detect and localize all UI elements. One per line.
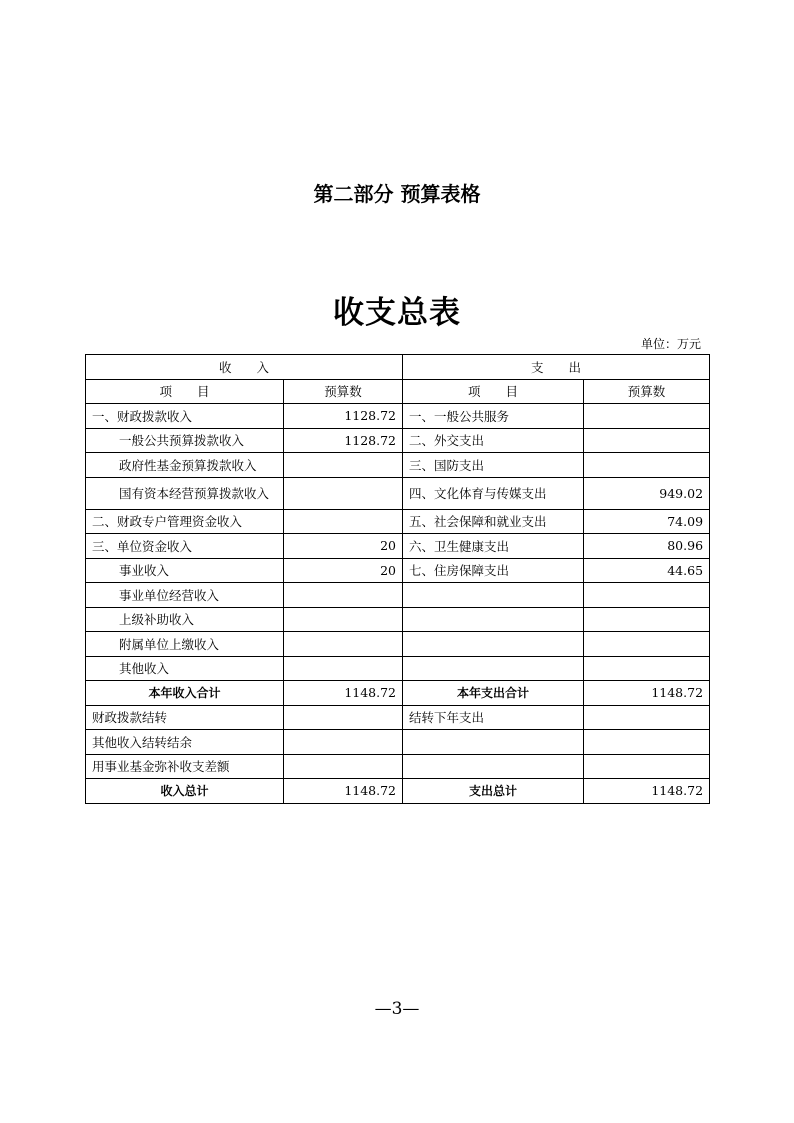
income-item: 三、单位资金收入 [86,534,284,559]
table-row [86,705,710,730]
income-total-value: 1148.72 [284,779,403,804]
income-group-header: 收 入 [86,355,403,380]
expense-total-value: 1148.72 [584,779,710,804]
total-row [86,779,710,804]
table-row [86,404,710,429]
income-value [284,477,403,509]
expense-value [584,583,710,608]
expense-item [403,754,584,779]
expense-item [403,730,584,755]
table-title: 收支总表 [333,295,461,331]
expense-value [584,404,710,429]
income-item: 其他收入 [86,656,284,681]
income-value [284,754,403,779]
expense-item [403,656,584,681]
income-item: 国有资本经营预算拨款收入 [86,477,284,509]
income-value: 20 [284,558,403,583]
table-row [86,453,710,478]
expense-total-label: 支出总计 [403,779,584,804]
expense-value: 949.02 [584,477,710,509]
table-row [86,730,710,755]
income-value [284,607,403,632]
income-item: 上级补助收入 [86,607,284,632]
income-item: 附属单位上缴收入 [86,632,284,657]
table-row [86,656,710,681]
expense-value: 44.65 [584,558,710,583]
table-row [86,509,710,534]
expense-value: 80.96 [584,534,710,559]
subtotal-row [86,681,710,706]
expense-item: 三、国防支出 [403,453,584,478]
income-value: 20 [284,534,403,559]
page-number: —3— [374,999,420,1019]
expense-value [584,632,710,657]
income-value [284,730,403,755]
expense-subtotal-label: 本年支出合计 [403,681,584,706]
income-item: 政府性基金预算拨款收入 [86,453,284,478]
income-item: 一、财政拨款收入 [86,404,284,429]
column-header-row [86,379,710,404]
expense-value [584,428,710,453]
income-value [284,656,403,681]
income-item: 用事业基金弥补收支差额 [86,754,284,779]
income-item: 事业单位经营收入 [86,583,284,608]
table-row [86,583,710,608]
table-row [86,477,710,509]
income-item: 其他收入结转结余 [86,730,284,755]
expense-subtotal-value: 1148.72 [584,681,710,706]
income-item: 一般公共预算拨款收入 [86,428,284,453]
expense-item: 结转下年支出 [403,705,584,730]
expense-value [584,705,710,730]
expense-item-header: 项 目 [403,379,584,404]
unit-label: 单位：万元 [640,337,701,351]
expense-item: 七、住房保障支出 [403,558,584,583]
income-expense-table [85,354,710,804]
income-subtotal-value: 1148.72 [284,681,403,706]
income-value [284,509,403,534]
expense-item [403,583,584,608]
expense-item: 四、文化体育与传媒支出 [403,477,584,509]
income-budget-header: 预算数 [284,379,403,404]
table-row [86,534,710,559]
expense-value [584,656,710,681]
income-value: 1128.72 [284,428,403,453]
expense-item: 五、社会保障和就业支出 [403,509,584,534]
income-value [284,583,403,608]
table-row [86,754,710,779]
income-value [284,705,403,730]
group-header-row [86,355,710,380]
income-value [284,632,403,657]
income-subtotal-label: 本年收入合计 [86,681,284,706]
income-item-header: 项 目 [86,379,284,404]
expense-item [403,632,584,657]
income-value: 1128.72 [284,404,403,429]
income-value [284,453,403,478]
expense-item: 六、卫生健康支出 [403,534,584,559]
expense-value [584,754,710,779]
expense-value: 74.09 [584,509,710,534]
expense-budget-header: 预算数 [584,379,710,404]
expense-group-header: 支 出 [403,355,710,380]
table-row [86,607,710,632]
income-item: 二、财政专户管理资金收入 [86,509,284,534]
table-row [86,632,710,657]
income-item: 财政拨款结转 [86,705,284,730]
table-row [86,428,710,453]
expense-item: 二、外交支出 [403,428,584,453]
table-row [86,558,710,583]
expense-value [584,453,710,478]
section-title: 第二部分 预算表格 [313,182,481,206]
expense-value [584,730,710,755]
expense-value [584,607,710,632]
income-item: 事业收入 [86,558,284,583]
income-total-label: 收入总计 [86,779,284,804]
expense-item [403,607,584,632]
expense-item: 一、一般公共服务 [403,404,584,429]
